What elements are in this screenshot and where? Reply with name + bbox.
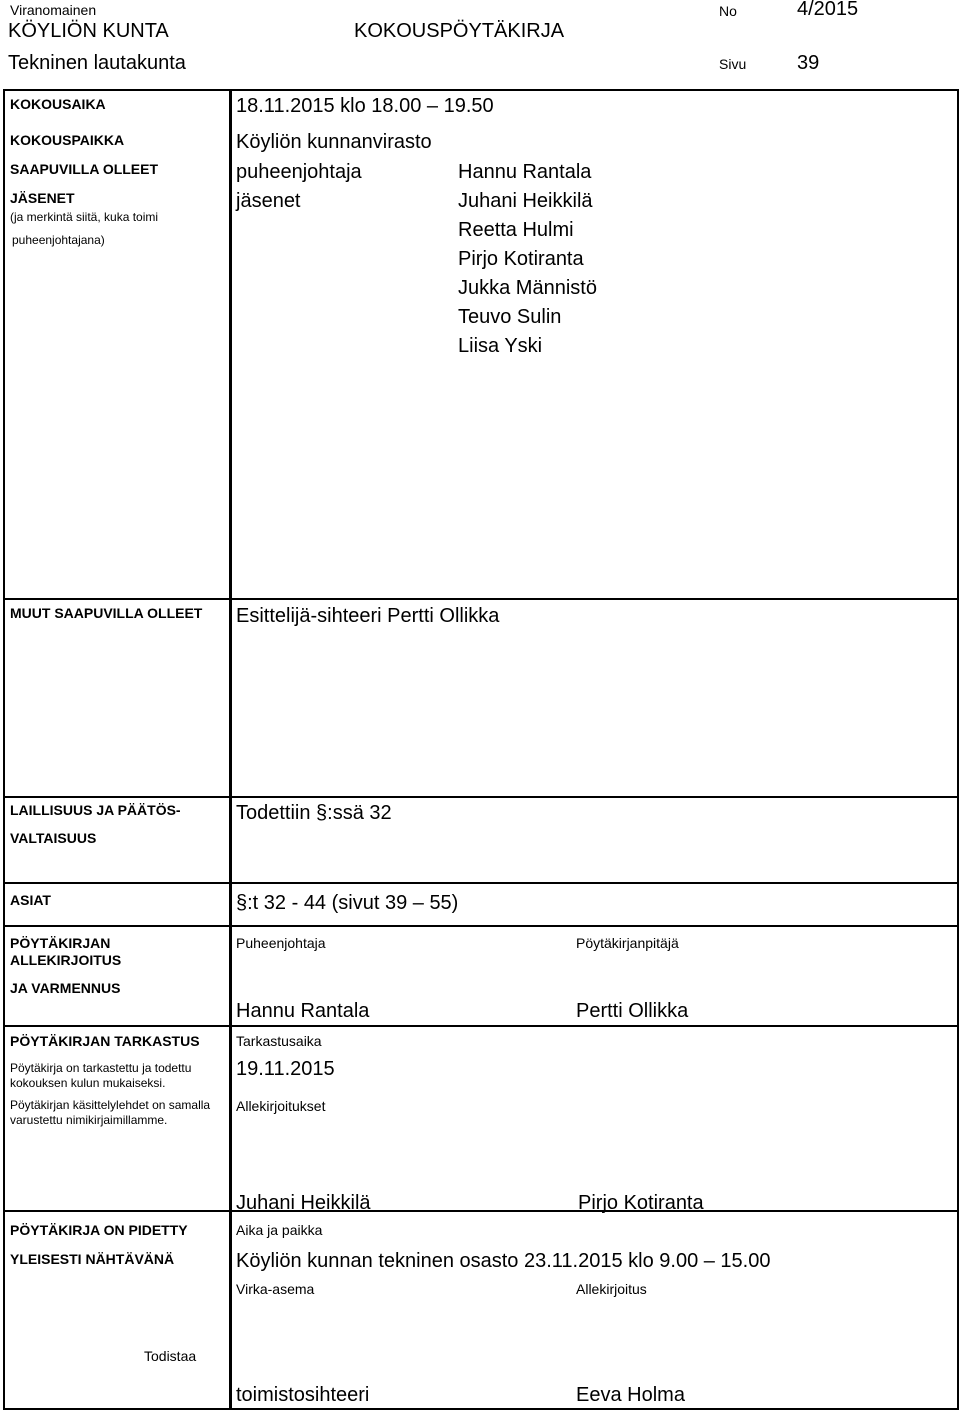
secretary-name: Pertti Ollikka (576, 1000, 689, 1022)
attendee: Teuvo Sulin (458, 306, 562, 328)
attendees-label: SAAPUVILLA OLLEET (10, 161, 159, 177)
office-value: toimistosihteeri (236, 1384, 370, 1406)
review-time-value: 19.11.2015 (236, 1058, 335, 1080)
review-note-1b: kokouksen kulun mukaiseksi. (10, 1076, 166, 1090)
signing-label-2: ALLEKIRJOITUS (10, 952, 122, 968)
number-value: 4/2015 (797, 0, 859, 20)
review-note-1a: Pöytäkirja on tarkastettu ja todettu (10, 1061, 192, 1075)
legality-label-1: LAILLISUUS JA PÄÄTÖS- (10, 802, 181, 818)
reviewer-1: Juhani Heikkilä (236, 1192, 371, 1214)
number-label: No (719, 3, 737, 19)
document-type: KOKOUSPÖYTÄKIRJA (354, 20, 565, 42)
certifies-label: Todistaa (144, 1348, 197, 1364)
review-label: PÖYTÄKIRJAN TARKASTUS (10, 1033, 200, 1049)
chair-name: Hannu Rantala (236, 1000, 370, 1022)
secretary-title: Pöytäkirjanpitäjä (576, 935, 679, 951)
meeting-time-label: KOKOUSAIKA (10, 96, 106, 112)
members-note-1: (ja merkintä siitä, kuka toimi (10, 210, 159, 224)
public-label-2: YLEISESTI NÄHTÄVÄNÄ (10, 1251, 175, 1267)
legality-value: Todettiin §:ssä 32 (236, 802, 392, 824)
time-place-value: Köyliön kunnan tekninen osasto 23.11.2015 klo 9.00 – 15.00 (236, 1250, 771, 1272)
divider-4 (3, 925, 959, 927)
office-label: Virka-asema (236, 1281, 315, 1297)
others-label: MUUT SAAPUVILLA OLLEET (10, 605, 203, 621)
signatures-label: Allekirjoitukset (236, 1098, 326, 1114)
signature-label: Allekirjoitus (576, 1281, 647, 1297)
matters-label: ASIAT (10, 892, 51, 908)
divider-6 (3, 1210, 959, 1212)
authority-label: Viranomainen (10, 2, 97, 18)
legality-label-2: VALTAISUUS (10, 830, 97, 846)
divider-2 (3, 796, 959, 798)
signing-label-3: JA VARMENNUS (10, 980, 121, 996)
public-label-1: PÖYTÄKIRJA ON PIDETTY (10, 1222, 188, 1238)
matters-value: §:t 32 - 44 (sivut 39 – 55) (236, 892, 459, 914)
meeting-place-value: Köyliön kunnanvirasto (236, 131, 432, 153)
divider-3 (3, 882, 959, 884)
divider-1 (3, 598, 959, 600)
page-label: Sivu (719, 56, 747, 72)
signer-name: Eeva Holma (576, 1384, 685, 1406)
chair-role: puheenjohtaja (236, 161, 362, 183)
members-role: jäsenet (236, 190, 301, 212)
attendee: Liisa Yski (458, 335, 543, 357)
municipality-name: KÖYLIÖN KUNTA (8, 20, 169, 42)
members-note-2: puheenjohtajana) (12, 233, 105, 247)
time-place-label: Aika ja paikka (236, 1222, 323, 1238)
review-note-2a: Pöytäkirjan käsittelylehdet on samalla (10, 1098, 211, 1112)
committee-name: Tekninen lautakunta (8, 52, 186, 74)
attendee: Juhani Heikkilä (458, 190, 593, 212)
meeting-place-label: KOKOUSPAIKKA (10, 132, 125, 148)
review-note-2b: varustettu nimikirjaimillamme. (10, 1113, 168, 1127)
divider-5 (3, 1025, 959, 1027)
meeting-time-value: 18.11.2015 klo 18.00 – 19.50 (236, 95, 494, 117)
attendee: Reetta Hulmi (458, 219, 574, 241)
others-value: Esittelijä-sihteeri Pertti Ollikka (236, 605, 500, 627)
chair-title: Puheenjohtaja (236, 935, 326, 951)
reviewer-2: Pirjo Kotiranta (578, 1192, 704, 1214)
members-label: JÄSENET (10, 190, 75, 206)
review-time-label: Tarkastusaika (236, 1033, 322, 1049)
attendee: Jukka Männistö (458, 277, 597, 299)
page-number: 39 (797, 52, 820, 74)
signing-label-1: PÖYTÄKIRJAN (10, 935, 111, 951)
attendee: Hannu Rantala (458, 161, 592, 183)
attendee: Pirjo Kotiranta (458, 248, 584, 270)
